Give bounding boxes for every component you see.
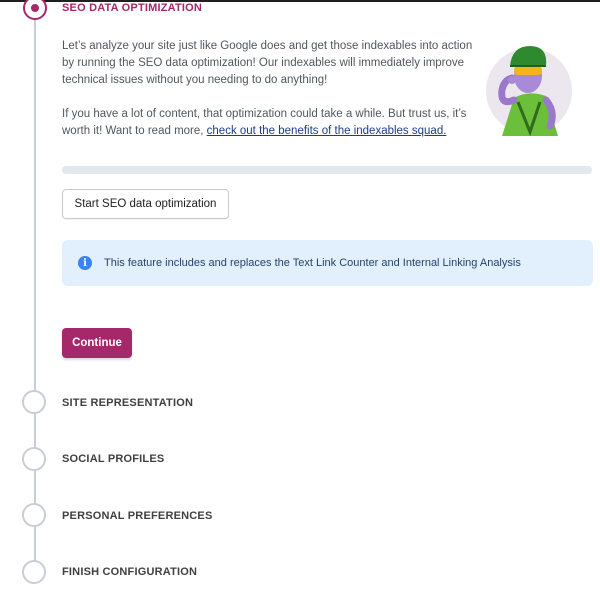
step-indicator-seo-data-optimization (23, 0, 47, 20)
step-title-personal-preferences[interactable]: PERSONAL PREFERENCES (62, 510, 213, 522)
step-indicator-personal-preferences (22, 503, 46, 527)
feature-info-text: This feature includes and replaces the Text Link Counter and Internal Linking Analysis (104, 257, 521, 269)
optimization-progress-bar (62, 166, 592, 174)
intro-paragraph: Let’s analyze your site just like Google does and get those indexables into action by running the SEO data optimization! Our indexables will immediately improve technical issues without you needing to do anything! (62, 40, 473, 86)
stepper-rail (34, 14, 36, 572)
indexables-hero-icon (480, 36, 580, 140)
step-title-seo-data-optimization[interactable]: SEO DATA OPTIMIZATION (62, 2, 203, 14)
start-seo-data-optimization-button[interactable]: Start SEO data optimization (62, 189, 229, 219)
read-more-paragraph (62, 106, 477, 140)
info-icon: i (78, 256, 92, 270)
step-indicator-site-representation (22, 390, 46, 414)
step-indicator-social-profiles (22, 447, 46, 471)
read-more-text: If you have a lot of content, that optimization could take a while. But trust us, it’s worth it! Want to read more, (62, 108, 467, 137)
step-indicator-finish-configuration (22, 560, 46, 584)
step-title-site-representation[interactable]: SITE REPRESENTATION (62, 397, 194, 409)
step-title-social-profiles[interactable]: SOCIAL PROFILES (62, 453, 165, 465)
feature-info-alert (62, 240, 593, 286)
continue-button[interactable]: Continue (62, 328, 132, 358)
indexables-squad-illustration (486, 48, 572, 134)
indexables-benefits-link[interactable]: check out the benefits of the indexables squad. (206, 125, 447, 137)
step-title-finish-configuration[interactable]: FINISH CONFIGURATION (62, 566, 198, 578)
